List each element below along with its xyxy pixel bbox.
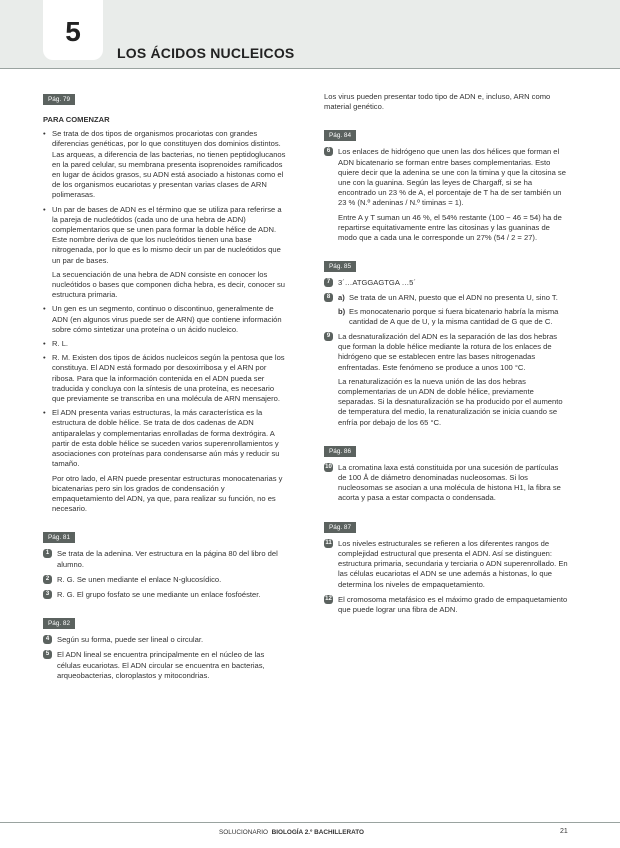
exercise-item xyxy=(324,147,568,243)
footer-label xyxy=(219,829,364,836)
chapter-number: 5 xyxy=(65,16,81,47)
bullet-item: • R. M. Existen dos tipos de ácidos nucleicos según la pentosa que los constituya. El ADN está formado por desoxirribosa y el ARN por ribosa. Para que la información contenida en el ADN pueda ser traducida y concluya con la síntesis de una proteína, es necesario que previamente se transcriba en una molécula de ARN mensajero. xyxy=(43,353,287,404)
exercise-text: El ADN lineal se encuentra principalmente en el núcleo de las células eucariotas. El ADN circular se encuentra en bacterias, arqueobacterias, cloroplastos y mitocondrias. xyxy=(57,650,265,680)
exercise-text: La cromatina laxa está constituida por una sucesión de partículas de 100 Å de diámetro denominadas nucleosomas. Si los nucleosomas se asocian a una molécula de histona H1, la fibra se acorta y pasa a estar compacta o condensada. xyxy=(338,462,561,503)
exercise-item xyxy=(324,332,568,428)
exercise-item xyxy=(324,278,568,288)
page-number: 21 xyxy=(560,828,568,835)
bullet-item: • El ADN presenta varias estructuras, la más característica es la estructura de doble hélice. Se trata de dos cadenas de ADN antiparalelas y complementarias enrolladas de forma dextrógira. A partir de esta doble hélice se suceden varios superenrollamientos y asociaciones con proteínas para condensarse aún más y reducir su tamaño. xyxy=(43,408,287,469)
exercise-item xyxy=(324,539,568,590)
exercise-number: 6 xyxy=(324,147,333,156)
chapter-title: LOS ÁCIDOS NUCLEICOS xyxy=(117,45,295,61)
exercise-item xyxy=(43,650,287,681)
exercise-number: 9 xyxy=(324,332,333,341)
page-ref-tag: Pág. 87 xyxy=(324,522,356,533)
exercise-item xyxy=(324,463,568,504)
exercise-item xyxy=(324,293,568,327)
page-ref-tag: Pág. 79 xyxy=(43,94,75,105)
exercise-text: Los niveles estructurales se refieren a los diferentes rangos de complejidad estructural que presenta el ADN. Así se distinguen: estructura primaria, secundaria y terciaria o ADN superenrollado. En las células eucariotas el ADN se une además a histonas, lo que determina los niveles de empaquetamiento. xyxy=(338,538,568,589)
exercise-number: 8 xyxy=(324,293,333,302)
exercise-number: 5 xyxy=(43,650,52,659)
intro-paragraph: Los virus pueden presentar todo tipo de ADN e, incluso, ARN como material genético. xyxy=(324,92,551,112)
page-ref-tag: Pág. 86 xyxy=(324,446,356,457)
exercise-text: El cromosoma metafásico es el máximo grado de empaquetamiento que puede lograr una fibra de ADN. xyxy=(338,594,568,614)
section-pag-82 xyxy=(43,618,287,681)
exercise-text: La desnaturalización del ADN es la separación de las dos hebras que forman la doble hélice mediante la rotura de los enlaces de hidrógeno que se establecen entre las bases nitrogenadas enfrentadas. Este fenómeno se produce a unos 100 °C. xyxy=(338,332,558,372)
sub-answer-text: Es monocatenario porque si fuera bicatenario habría la misma cantidad de A que de U, y la misma cantidad de G que de C. xyxy=(349,306,559,326)
sub-answer-text: Se trata de un ARN, puesto que el ADN no presenta U, sino T. xyxy=(349,293,558,303)
bullet-item: • Un gen es un segmento, continuo o discontinuo, generalmente de ADN (en algunos virus puede ser de ARN) que contiene información sobre cómo sintetizar una proteína o un ácido nucleico. xyxy=(43,304,287,335)
exercise-item xyxy=(43,635,287,645)
exercise-item xyxy=(43,575,287,585)
section-pag-84 xyxy=(324,130,568,243)
bullet-paragraph: Por otro lado, el ARN puede presentar estructuras monocatenarias y bicatenarias pero sin los grados de condensación y empaquetamiento del ADN, ya que, para realizar su función, no es necesario. xyxy=(52,473,283,514)
left-column xyxy=(43,94,287,699)
exercise-number: 10 xyxy=(325,463,332,470)
exercise-paragraph: La renaturalización es la nueva unión de las dos hebras complementarias de un ADN de doble hélice, previamente separadas. Si la desnaturalización se ha producido por el aumento de temperatura del medio, la renaturalización se inicia cuando se enfría por debajo de los 65 °C. xyxy=(338,376,563,427)
bullet-item: • Se trata de dos tipos de organismos procariotas con grandes diferencias genéticas, por lo que constituyen dos dominios distintos. Las arqueas, a diferencia de las bacterias, no tienen peptidoglucanos en la pared celular, su membrana presenta isoprenoides ramificados en lugar de ácidos grasos, su ADN está asociado a histonas como el de los organismos eucariotas y presentan varias clases de ARN polimerasas. xyxy=(43,129,287,200)
exercise-number: 11 xyxy=(325,539,332,546)
exercise-paragraph: Entre A y T suman un 46 %, el 54% restante (100 − 46 = 54) ha de repartirse equitativamente entre las citosinas y las guaninas de modo que a cada una le corresponde un 27% (54 / 2 = 27). xyxy=(338,212,562,243)
exercise-number: 2 xyxy=(43,575,52,584)
exercise-text: Los enlaces de hidrógeno que unen las dos hélices que forman el ADN bicatenario se forman entre bases complementarias. Esto quiere decir que la adenina se une con la timina y que la citosina se une con la guanina. Según las leyes de Chargaff, si se ha encontrado un 23 % de A, el porcentaje de T ha de ser también un 23 % (N.º adeninas / N.º timinas = 1). xyxy=(338,147,566,208)
footer-divider xyxy=(0,822,620,823)
footer-book-title: BIOLOGÍA 2.º BACHILLERATO xyxy=(271,829,364,836)
sub-answer xyxy=(338,293,568,303)
page-ref-tag: Pág. 81 xyxy=(43,532,75,543)
exercise-number: 7 xyxy=(324,278,333,287)
page-header xyxy=(0,0,620,70)
exercise-item xyxy=(324,595,568,615)
footer-solucionario: SOLUCIONARIO xyxy=(219,829,269,836)
section-pag-87 xyxy=(324,522,568,615)
exercise-text: R. G. Se unen mediante el enlace N-glucosídico. xyxy=(57,574,222,584)
exercise-item xyxy=(43,549,287,569)
right-column xyxy=(324,92,568,633)
section-pag-81 xyxy=(43,532,287,600)
bullet-item: • Un par de bases de ADN es el término que se utiliza para referirse a la pareja de nucleótidos (cada uno de una hebra de ADN) complementarios que se unen para formar la doble hélice de ADN. Este nombre deriva de que los nucleótidos tienen una base nitrogenada, por lo que es lo mismo decir un par de nucleótidos que un par de bases. xyxy=(43,205,287,266)
exercise-text: 3´…ATGGAGTGA …5´ xyxy=(338,278,416,288)
header-divider xyxy=(0,68,620,69)
section-heading: PARA COMENZAR xyxy=(43,115,110,124)
bullet-paragraph: La secuenciación de una hebra de ADN consiste en conocer los nucleótidos o bases que componen dicha hebra, es decir, conocer su estructura primaria. xyxy=(52,269,286,300)
exercise-number: 3 xyxy=(43,590,52,599)
sub-answer xyxy=(338,307,568,327)
exercise-text: R. G. El grupo fosfato se une mediante un enlace fosfoéster. xyxy=(57,589,261,599)
bullet-item: • R. L. xyxy=(43,339,287,349)
section-pag-86 xyxy=(324,446,568,504)
exercise-item xyxy=(43,590,287,600)
exercise-number: 12 xyxy=(325,595,332,602)
section-pag-79 xyxy=(43,94,287,514)
exercise-number: 4 xyxy=(43,635,52,644)
exercise-text: Según su forma, puede ser lineal o circular. xyxy=(57,635,204,645)
exercise-number: 1 xyxy=(43,549,52,558)
page-ref-tag: Pág. 85 xyxy=(324,261,356,272)
sub-answer-letter: a) xyxy=(338,293,345,303)
section-pag-85 xyxy=(324,261,568,428)
exercise-text: Se trata de la adenina. Ver estructura en la página 80 del libro del alumno. xyxy=(57,549,278,569)
sub-answer-letter: b) xyxy=(338,306,346,316)
page-ref-tag: Pág. 84 xyxy=(324,130,356,141)
page-ref-tag: Pág. 82 xyxy=(43,618,75,629)
